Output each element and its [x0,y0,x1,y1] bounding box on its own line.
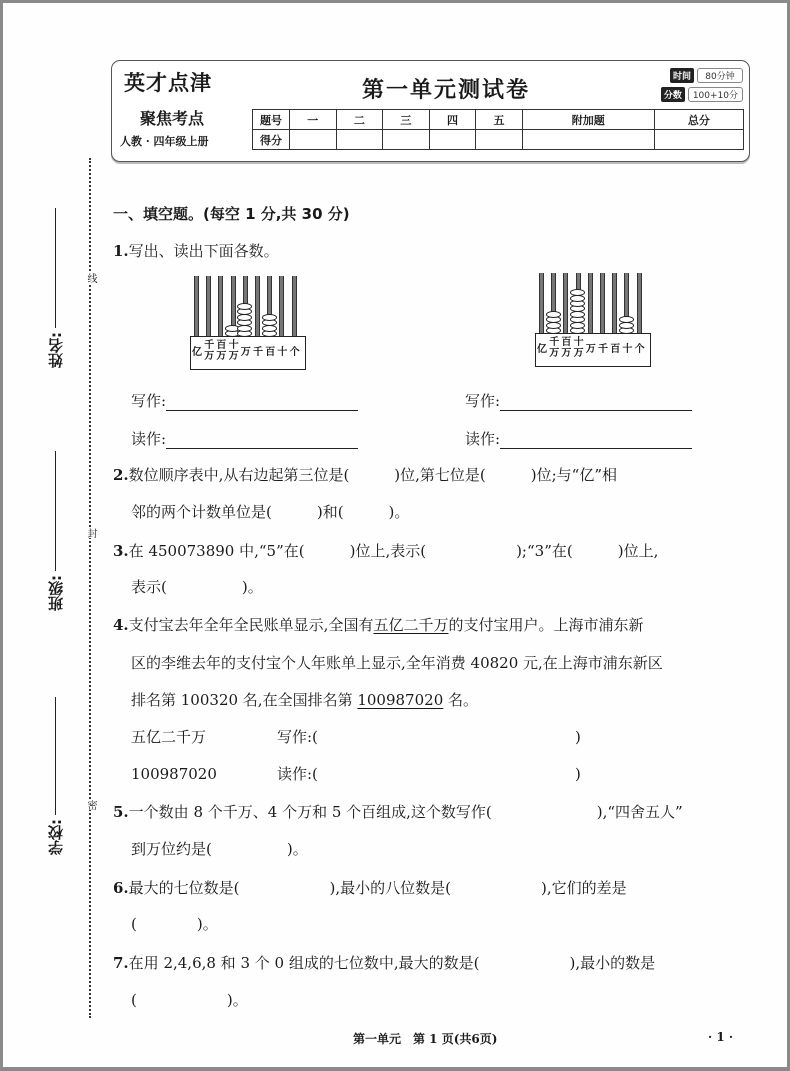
score-cell[interactable] [654,130,743,150]
place-label: 十 [277,347,288,358]
time-info [670,68,743,83]
question-text: 一个数由 8 个千万、4 个万和 5 个百组成,这个数写作( ),“四舍五人” [128,803,683,821]
question-number: 5. [113,803,129,821]
question-5-line2: 到万位约是( )。 [131,840,308,858]
question-number: 2. [113,466,129,484]
read-label: 读作: [465,430,501,448]
binding-mark-xian: 线 [85,273,96,283]
question-text: 名。 [443,691,479,709]
abacus-rod [600,273,605,335]
question-3-line2: 表示( )。 [131,578,263,596]
place-label: 个 [289,347,300,358]
question-text: 最大的七位数是( ),最小的八位数是( ),它们的差是 [128,879,627,897]
q4-sub1-label: 写作:( [277,728,318,746]
q4-sub1-close: ) [575,728,581,746]
question-2 [113,465,617,485]
score-info [661,87,743,102]
footer-page-number: · 1 · [708,1030,734,1044]
place-label: 千 [253,347,263,358]
abacus-left [190,276,306,372]
question-text: 支付宝去年全年全民账单显示,全国有 [128,616,374,634]
class-label: 班级: [47,575,65,611]
place-label: 千 [598,344,608,355]
time-badge: 时间 [670,68,694,83]
exam-header [111,60,750,162]
write-answer-line[interactable] [500,396,692,411]
write-answer-line[interactable] [166,396,358,411]
name-label: 姓名: [47,332,65,368]
question-text: 在 450073890 中,“5”在( )位上,表示( );“3”在( )位上, [128,542,659,560]
question-number: 4. [113,616,129,634]
school-label: 学校: [47,819,65,855]
brand-subtitle: 聚焦考点 [140,109,205,128]
abacus-rod [206,276,211,338]
question-number: 6. [113,879,129,897]
edition-label: 人教 · 四年级上册 [120,135,209,148]
question-5 [113,802,683,822]
brand-logo: 英才点津 [124,71,212,95]
time-value: 80分钟 [697,68,743,83]
write-label: 写作: [131,392,167,410]
abacus-rod [279,276,284,338]
place-label: 百 [610,344,621,355]
place-label: 个 [634,344,645,355]
abacus-rod [292,276,297,338]
question-7 [113,953,655,973]
col-header: 三 [383,110,430,130]
place-label: 十 万 [228,340,239,362]
col-header: 总分 [654,110,743,130]
read-label: 读作: [131,430,167,448]
place-label: 千 万 [204,340,215,362]
q4-sub2-label: 读作:( [277,765,318,783]
abacus-bead [546,311,561,318]
read-answer-line[interactable] [166,434,358,449]
question-2-line2: 邻的两个计数单位是( )和( )。 [131,503,410,521]
abacus-right [535,273,651,369]
question-6 [113,878,627,898]
question-1 [113,241,279,261]
place-label: 亿 [192,347,202,358]
exam-title: 第一单元测试卷 [362,78,531,103]
score-table [252,109,744,150]
question-number: 1. [113,242,129,260]
question-text: 排名第 100320 名,在全国排名第 [131,691,358,709]
question-text: 写出、读出下面各数。 [128,242,279,260]
binding-dotted-line [89,158,91,1018]
question-7-line2: ( )。 [131,991,248,1009]
q1-left-read [131,429,358,449]
score-cell[interactable] [429,130,476,150]
binding-mark-feng: 封 [85,528,96,538]
question-text: 的支付宝用户。上海市浦东新 [448,616,644,634]
read-answer-line[interactable] [500,434,692,449]
place-label: 百 [265,347,276,358]
exam-page [3,3,787,1067]
score-cell[interactable] [383,130,430,150]
col-header: 五 [476,110,523,130]
class-field[interactable] [45,451,66,611]
abacus-rod [612,273,617,335]
row-label-question: 题号 [253,110,290,130]
footer-page-info: 第一单元 第 1 页(共6页) [353,1032,498,1046]
question-4-line2: 区的李维去年的支付宝个人年账单上显示,全年消费 40820 元,在上海市浦东新区 [131,654,663,672]
place-label: 千 万 [549,337,560,359]
underlined-number: 五亿二千万 [373,616,449,634]
score-cell[interactable] [522,130,654,150]
school-field-line[interactable] [55,697,57,815]
score-value: 100+10分 [688,87,743,102]
question-number: 3. [113,542,129,560]
q4-sub2-item: 100987020 [131,765,217,783]
abacus-rod [539,273,544,335]
score-cell[interactable] [476,130,523,150]
name-field-line[interactable] [55,208,57,328]
question-4-line3 [131,690,478,710]
q1-right-write [465,391,692,411]
q1-left-write [131,391,358,411]
school-field[interactable] [45,697,66,855]
q1-right-read [465,429,692,449]
abacus-bead [262,314,277,321]
place-label: 万 [585,344,596,355]
row-label-score: 得分 [253,130,290,150]
question-3 [113,541,658,561]
place-label: 十 [622,344,633,355]
abacus-rod [637,273,642,335]
question-number: 7. [113,954,129,972]
place-label: 百 万 [216,340,227,362]
place-label: 亿 [537,344,547,355]
underlined-number: 100987020 [357,691,444,709]
place-label: 万 [240,347,251,358]
section-heading: 一、填空题。(每空 1 分,共 30 分) [113,205,350,223]
score-badge: 分数 [661,87,685,102]
binding-mark-mi: 密 [85,800,96,810]
abacus-rod [255,276,260,338]
abacus-rod [588,273,593,335]
score-cell[interactable] [336,130,383,150]
abacus-rod [563,273,568,335]
class-field-line[interactable] [55,451,57,571]
write-label: 写作: [465,392,501,410]
abacus-place-labels [535,333,651,367]
col-header: 一 [290,110,337,130]
question-text: 在用 2,4,6,8 和 3 个 0 组成的七位数中,最大的数是( ),最小的数是 [128,954,656,972]
score-cell[interactable] [290,130,337,150]
q4-sub2-close: ) [575,765,581,783]
col-header: 附加题 [522,110,654,130]
place-label: 百 万 [561,337,572,359]
q4-sub1-item: 五亿二千万 [131,728,207,746]
score-table-header-row [253,110,744,130]
score-table-score-row [253,130,744,150]
col-header: 四 [429,110,476,130]
abacus-place-labels [190,336,306,370]
abacus-rod [218,276,223,338]
question-text: 数位顺序表中,从右边起第三位是( )位,第七位是( )位;与“亿”相 [128,466,618,484]
abacus-rod [194,276,199,338]
question-4 [113,615,643,635]
place-label: 十 万 [573,337,584,359]
col-header: 二 [336,110,383,130]
name-field[interactable] [45,208,66,368]
question-6-line2: ( )。 [131,915,218,933]
